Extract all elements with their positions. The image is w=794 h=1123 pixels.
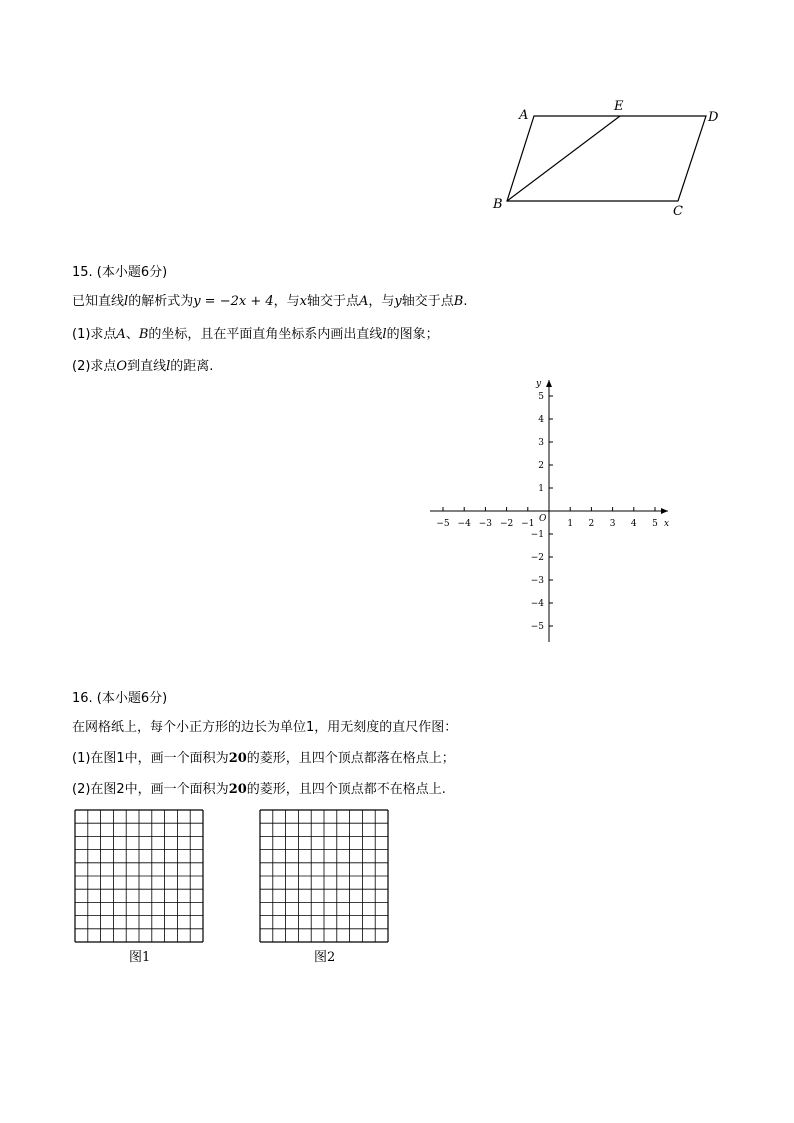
q15-var-l: l	[124, 294, 129, 309]
y-axis-label: y	[536, 379, 542, 389]
q16-text: 的菱形，且四个顶点都不在格点上.	[246, 782, 446, 797]
q15-part1-b: B	[138, 327, 149, 342]
q16-part1-number: 20	[228, 751, 247, 766]
q15-text: 已知直线	[72, 294, 125, 309]
x-tick-label: 2	[588, 519, 595, 529]
x-tick-label: 5	[652, 519, 658, 529]
q15-statement	[72, 290, 468, 309]
parallelogram-figure	[0, 0, 794, 240]
q15-text: ，与	[273, 294, 300, 309]
q15-text: (1)求点	[72, 327, 117, 342]
parallelogram-shape	[507, 116, 706, 201]
y-tick-label: −2	[530, 553, 544, 563]
q16-text: (2)在图2中，画一个面积为	[72, 782, 229, 797]
q15-text: 的距离.	[170, 359, 214, 374]
q15-part2	[72, 355, 213, 374]
grid-figure-1	[75, 810, 203, 942]
q16-part1	[72, 747, 455, 766]
q15-text: 到直线	[127, 359, 167, 374]
axis-ticks	[436, 392, 658, 632]
y-tick-label: 3	[538, 438, 544, 448]
grid-figure-2	[260, 810, 388, 942]
q15-text: ，与	[368, 294, 395, 309]
q15-part2-o: O	[116, 359, 128, 374]
q16-part2	[72, 778, 446, 797]
q16-statement: 在网格纸上，每个小正方形的边长为单位1，用无刻度的直尺作图：	[72, 720, 458, 735]
x-tick-label: −5	[436, 519, 450, 529]
x-tick-label: −2	[499, 519, 514, 529]
q15-point-a: A	[359, 294, 369, 309]
label-d: D	[708, 110, 719, 125]
q16-header: 16. (本小题6分)	[72, 691, 168, 706]
y-tick-label: −5	[530, 622, 544, 632]
q16-part2-number: 20	[228, 782, 247, 797]
y-tick-label: 5	[538, 392, 544, 402]
y-tick-label: −3	[530, 576, 544, 586]
label-c: C	[673, 204, 683, 219]
q15-text: 、	[125, 327, 139, 342]
figure-1-caption: 图1	[129, 950, 151, 965]
x-tick-label: −4	[457, 519, 471, 529]
q15-header: 15. (本小题6分)	[72, 265, 168, 280]
q16-text: 的菱形，且四个顶点都落在格点上；	[246, 751, 455, 766]
q15-point-b: B	[453, 294, 464, 309]
q15-part2-l: l	[166, 359, 171, 374]
x-tick-label: 4	[630, 519, 637, 529]
label-b: B	[493, 197, 503, 212]
q15-part1-l: l	[382, 327, 387, 342]
segment-be	[507, 116, 620, 201]
q15-text: 轴交于点	[401, 294, 454, 309]
q15-text: .	[463, 294, 468, 309]
q15-var-y: y	[394, 294, 402, 309]
x-axis-label: x	[664, 519, 670, 529]
q15-text: 的图象；	[386, 327, 439, 342]
q15-text: (2)求点	[72, 359, 117, 374]
q15-part1-a: A	[116, 327, 126, 342]
x-tick-label: −3	[478, 519, 493, 529]
y-tick-label: 1	[538, 484, 544, 494]
label-e: E	[614, 99, 624, 114]
x-tick-label: 1	[567, 519, 574, 529]
y-tick-label: −1	[530, 530, 544, 540]
origin-label: O	[539, 514, 547, 524]
figure-2-caption: 图2	[314, 950, 336, 965]
x-tick-label: 3	[609, 519, 616, 529]
q15-equation: y = −2x + 4	[193, 294, 274, 309]
q16-text: (1)在图1中，画一个面积为	[72, 751, 229, 766]
q15-part1	[72, 323, 439, 342]
y-tick-label: 4	[538, 415, 544, 425]
q15-text: 的解析式为	[128, 294, 194, 309]
x-tick-label: −1	[521, 519, 535, 529]
q15-text: 的坐标，且在平面直角坐标系内画出直线	[148, 327, 383, 342]
y-tick-label: −4	[530, 599, 544, 609]
label-a: A	[519, 108, 529, 123]
y-tick-label: 2	[538, 461, 544, 471]
q15-var-x: x	[299, 294, 307, 309]
q15-text: 轴交于点	[307, 294, 360, 309]
